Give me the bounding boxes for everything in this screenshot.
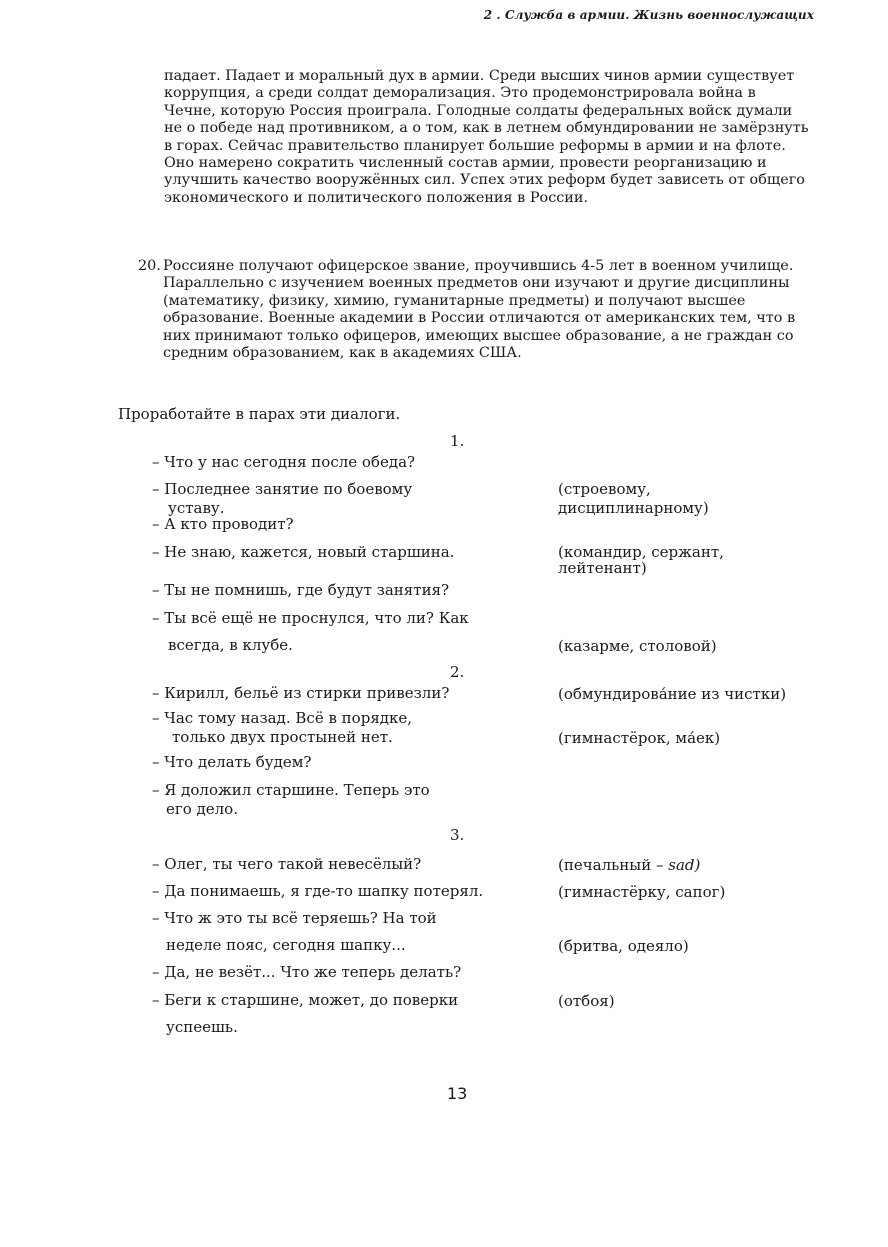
page-number: 13 xyxy=(447,1084,468,1103)
substitution-note: (обмундирова́ние из чистки) xyxy=(558,685,787,703)
continuation-paragraph: падает. Падает и моральный дух в армии. Среди высших чинов армии существует коррупция, а среди солдат деморализация. Это продемонстрировала война в Чечне, которую Россия проиграла. Голодные солдаты федеральных войск думали не о победе над противником, а о том, как в летнем обмундировании не замёрзнуть в горах. Сейчас правительство планирует большие реформы в армии и на флоте. Оно намерено сократить численный состав армии, провести реорганизацию и улучшить качество вооружённых сил. Успех этих реформ будет зависеть от общего экономического и политического положения в России. xyxy=(164,68,809,206)
dialogue-number: 2. xyxy=(450,663,465,681)
dialogue-line: его дело. xyxy=(166,800,238,818)
dialogue-number: 3. xyxy=(450,826,465,844)
dialogue-line: – Что ж это ты всё теряешь? На той xyxy=(152,909,437,927)
paragraph-text: Россияне получают офицерское звание, проучившись 4-5 лет в военном училище. Параллельно с изучением военных предметов они изучают и другие дисциплины (математику, физику, химию, гуманитарные предметы) и получают высшее образование. Военные академии в России отличаются от американских тем, что в них принимают только офицеров, имеющих высшее образование, а не граждан со средним образованием, как в академиях США. xyxy=(163,258,796,362)
dialogue-line: – Ты всё ещё не проснулся, что ли? Как xyxy=(152,609,469,627)
dialogue-line: – Беги к старшине, может, до поверки xyxy=(152,991,459,1009)
substitution-note: (строевому, xyxy=(558,480,651,498)
dialogue-number: 1. xyxy=(450,432,465,450)
running-header: 2 . Служба в армии. Жизнь военнослужащих xyxy=(483,8,814,22)
dialogue-line: – Ты не помнишь, где будут занятия? xyxy=(152,581,450,599)
dialogue-line: – Да, не везёт... Что же теперь делать? xyxy=(152,963,462,981)
dialogue-line: только двух простыней нет. xyxy=(172,728,393,746)
substitution-note: (отбоя) xyxy=(558,992,615,1010)
substitution-note: (командир, сержант, xyxy=(558,543,724,561)
dialogue-line: – Да понимаешь, я где-то шапку потерял. xyxy=(152,882,484,900)
dialogue-line: – Я доложил старшине. Теперь это xyxy=(152,781,430,799)
substitution-note: (бритва, одеяло) xyxy=(558,937,689,955)
dialogue-line: – Что делать будем? xyxy=(152,753,312,771)
substitution-note: дисциплинарному) xyxy=(558,499,709,517)
substitution-note: (казарме, столовой) xyxy=(558,637,717,655)
dialogue-line: неделе пояс, сегодня шапку... xyxy=(166,936,406,954)
note-text: (печальный – xyxy=(558,856,669,874)
note-gloss: sad) xyxy=(668,856,701,874)
substitution-note xyxy=(558,856,700,875)
dialogue-line: – Что у нас сегодня после обеда? xyxy=(152,453,416,471)
dialogue-line: – Последнее занятие по боевому xyxy=(152,480,413,498)
substitution-note: (гимнастёрок, ма́ек) xyxy=(558,729,721,747)
dialogue-line: – Кирилл, бельё из стирки привезли? xyxy=(152,684,450,702)
dialogue-line: уставу. xyxy=(168,499,225,517)
exercise-instruction: Проработайте в парах эти диалоги. xyxy=(118,405,401,423)
substitution-note: лейтенант) xyxy=(558,559,647,577)
dialogue-line: – Час тому назад. Всё в порядке, xyxy=(152,709,413,727)
dialogue-line: всегда, в клубе. xyxy=(168,636,293,654)
dialogue-line: – Не знаю, кажется, новый старшина. xyxy=(152,543,455,561)
dialogue-line: – А кто проводит? xyxy=(152,515,294,533)
paragraph-number: 20. xyxy=(138,258,161,274)
dialogue-line: успеешь. xyxy=(166,1018,238,1036)
substitution-note: (гимнастёрку, сапог) xyxy=(558,883,726,901)
dialogue-line: – Олег, ты чего такой невесёлый? xyxy=(152,855,422,873)
paragraph-20 xyxy=(138,258,810,362)
